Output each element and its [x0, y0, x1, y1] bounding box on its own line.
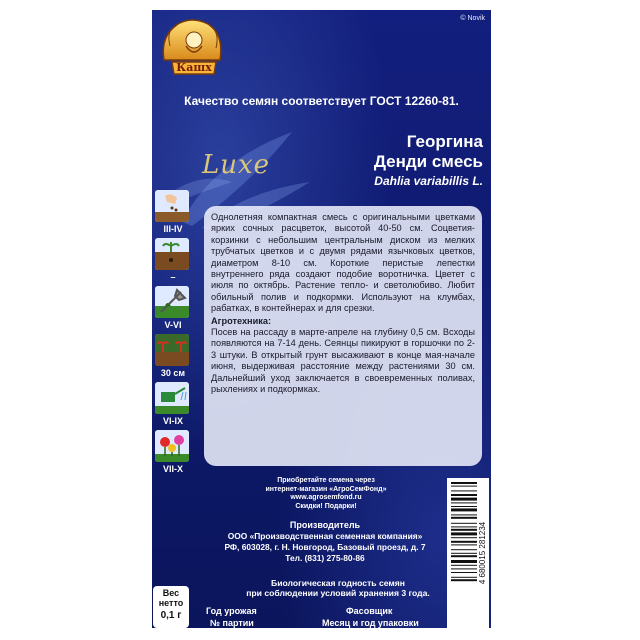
icon-label-planting: V-VI	[164, 320, 182, 330]
latin-name: Dahlia variabillis L.	[374, 174, 483, 188]
agrotechnics-header: Агротехника:	[211, 315, 272, 326]
plant-spacing-icon	[155, 334, 189, 366]
barcode-bar	[451, 572, 477, 573]
svg-text:Кашх: Кашх	[176, 61, 212, 74]
producer-company: ООО «Производственная семенная компания»	[227, 531, 423, 541]
series-name: Luxe	[202, 150, 271, 180]
barcode-bar	[451, 517, 477, 519]
watering-can-icon	[155, 382, 189, 414]
online-line2: интернет-магазин «АгроСемФонд»	[265, 485, 387, 493]
barcode-bar	[451, 508, 477, 511]
barcode-bar	[451, 555, 477, 557]
barcode-bar	[451, 514, 477, 515]
seedling-depth-icon	[155, 238, 189, 270]
barcode-bar	[451, 494, 477, 496]
lot-number-label: № партии	[210, 618, 254, 628]
online-website: www.agrosemfond.ru	[290, 494, 362, 502]
producer-info	[192, 520, 458, 564]
description-panel	[204, 206, 482, 466]
icon-label-spacing: 30 см	[160, 368, 186, 378]
product-title-line1: Георгина	[406, 132, 483, 151]
flowers-icon	[155, 430, 189, 462]
barcode-bar	[451, 486, 477, 487]
copyright-text: © Novik	[460, 15, 485, 22]
product-title-line2: Денди смесь	[373, 152, 483, 171]
seed-packet-back	[152, 10, 491, 628]
barcode-bar	[451, 577, 477, 578]
weight-value: 0,1 г	[160, 610, 182, 621]
barcode-bar	[451, 565, 477, 566]
barcode-bar	[451, 498, 477, 501]
quality-standard-text: Качество семян соответствует ГОСТ 12260-81.	[184, 94, 459, 108]
barcode-bar	[451, 482, 477, 484]
shelf-life-info	[218, 578, 458, 599]
barcode-bar	[451, 579, 477, 581]
barcode-bar	[451, 532, 477, 535]
planting-shovel-icon	[155, 286, 189, 318]
producer-address: РФ, 603028, г. Н. Новгород, Базовый проезд, д. 7	[224, 542, 426, 552]
online-line1: Приобретайте семена через	[277, 477, 375, 484]
barcode-bar	[451, 506, 477, 507]
icon-label-flowering: VII-X	[162, 464, 183, 474]
packing-date-label: Месяц и год упаковки	[322, 618, 419, 628]
harvest-year-label: Год урожая	[206, 606, 257, 616]
barcode-number: 4 680015 281234	[478, 521, 487, 585]
description-text: Однолетняя компактная смесь с оригинальными цветками ярких сочных расцветок, высотой 40-50 см. Соцветия-корзинки с небольшим центральным диском из мелких трубчатых цветков и с двумя рядами язычковых цветков, диаметром 8-10 см. Короткие перистые лепестки внутреннего ряда создают подобие воротничка. Цветет с июля по октябрь. Растение тепло- и светолюбиво. Любит обильный полив и подкормки. Используют на клумбах, рабатках, в контейнерах и для срезки.	[211, 212, 475, 314]
weight-label-2: нетто	[158, 598, 184, 608]
barcode-bar	[451, 549, 477, 550]
product-title	[374, 132, 483, 172]
barcode	[447, 478, 489, 628]
icon-label-sowing: III-IV	[163, 224, 183, 234]
barcode-bar	[451, 502, 477, 503]
barcode-bars-icon	[447, 478, 489, 628]
weight-label-1: Вес	[162, 588, 180, 598]
barcode-bar	[451, 490, 477, 491]
producer-header: Производитель	[289, 520, 361, 530]
barcode-bar	[451, 523, 477, 524]
barcode-bar	[451, 541, 477, 543]
barcode-bar	[451, 568, 477, 569]
bio-line1: Биологическая годность семян	[271, 578, 405, 588]
producer-phone: Тел. (831) 275-80-86	[285, 553, 365, 563]
icon-label-watering: VI-IX	[162, 416, 183, 426]
barcode-bar	[451, 560, 477, 563]
barcode-bar	[451, 553, 477, 554]
online-promo: Скидки! Подарки!	[295, 502, 357, 510]
barcode-bar	[451, 529, 477, 531]
barcode-bar	[451, 537, 477, 538]
bottom-labels	[152, 606, 491, 628]
brand-logo-icon	[156, 16, 228, 78]
barcode-bar	[451, 526, 477, 527]
agrotechnics-text: Посев на рассаду в марте-апреле на глубину 0,5 см. Всходы появляются на 7-14 день. Сеянцы пикируют в горшочки по 2-3 штуки. В открытый грунт высаживают в конце мая-начале июня, выдерживая расстояние между растениями 30 см. Дальнейший уход заключается в своевременных поливах, рыхлениях и подкормках.	[211, 327, 475, 395]
seed-sowing-icon	[155, 190, 189, 222]
icon-label-depth: –	[170, 272, 176, 282]
packer-label: Фасовщик	[346, 606, 393, 616]
barcode-bar	[451, 544, 477, 545]
online-shop-info	[246, 477, 406, 511]
bio-line2: при соблюдении условий хранения 3 года.	[246, 588, 430, 599]
